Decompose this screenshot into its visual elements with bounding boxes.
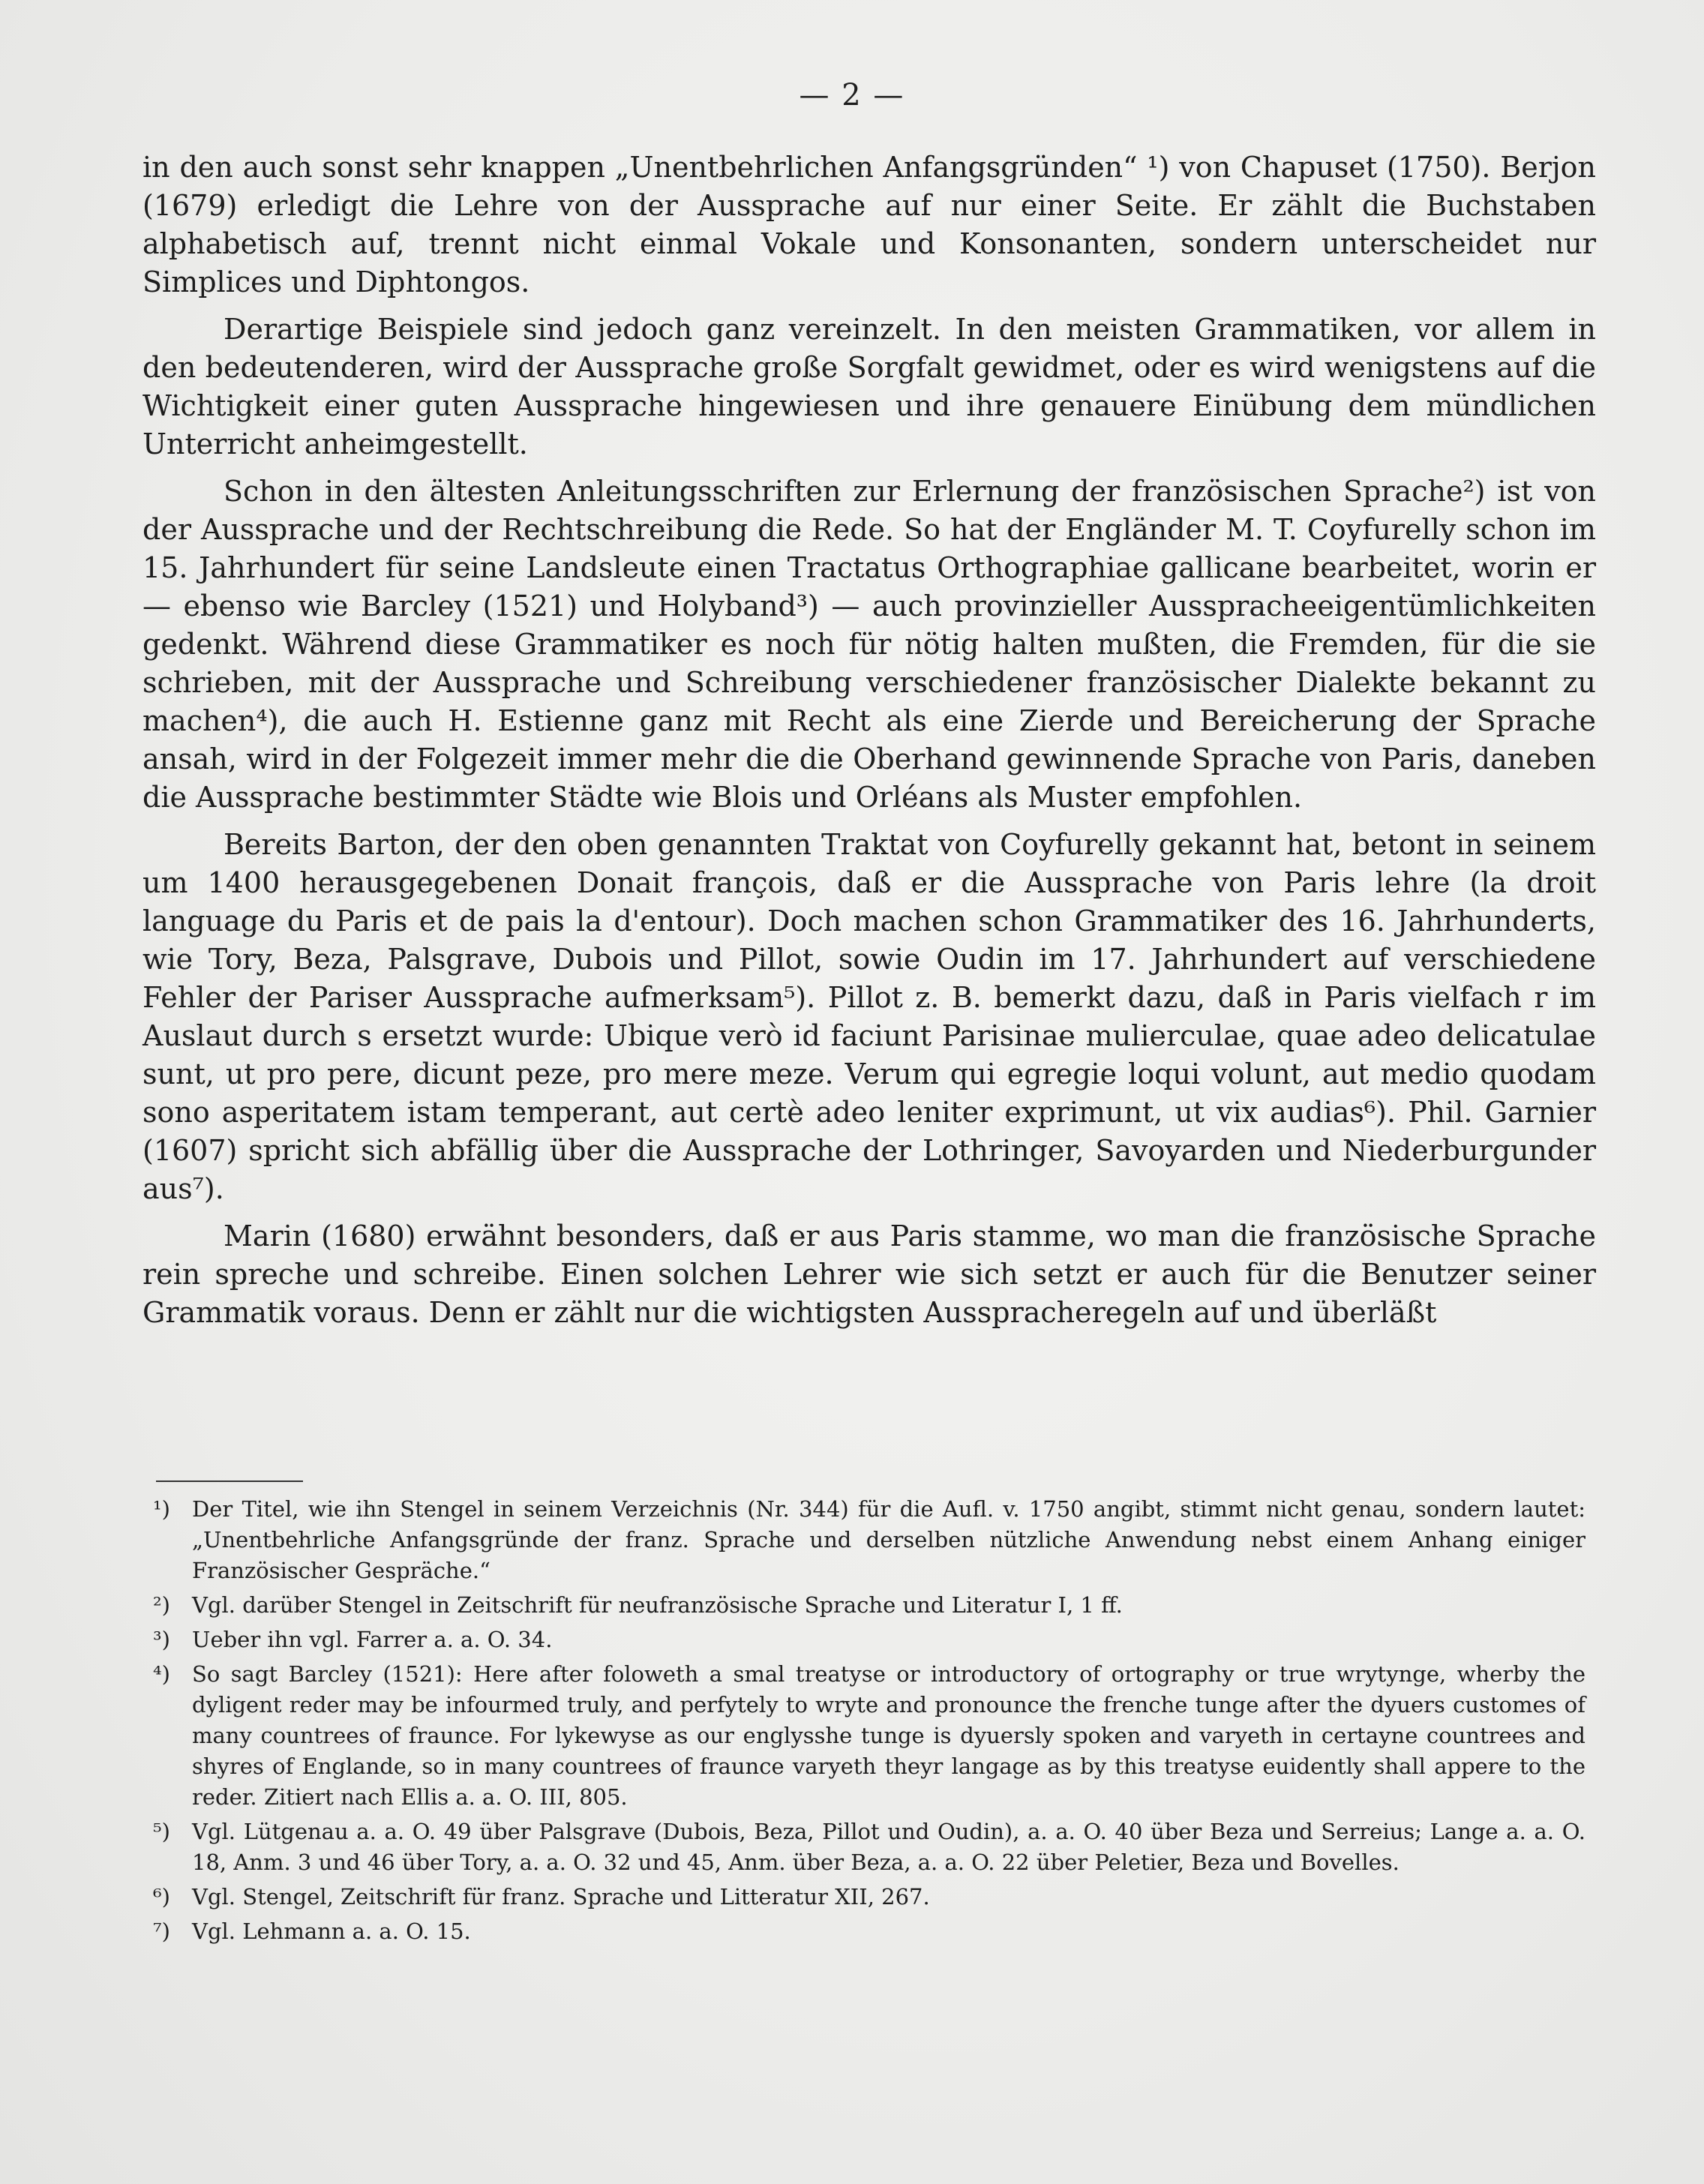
footnote-mark: ¹): [153, 1496, 170, 1522]
paragraph-5: Marin (1680) erwähnt besonders, daß er aus Paris stamme, wo man die französische Sprache rein spreche und schreibe. Einen solchen Lehrer wie sich setzt er auch für die Benutzer seiner Grammatik voraus. Denn er zählt nur die wichtigsten Ausspracheregeln auf und überläßt: [142, 1220, 1596, 1329]
footnote-text: Vgl. Lehmann a. a. O. 15.: [192, 1918, 471, 1944]
footnote-text: Vgl. Stengel, Zeitschrift für franz. Sprache und Litteratur XII, 267.: [192, 1884, 930, 1910]
footnote-4: [153, 1659, 1586, 1813]
footnote-text: Vgl. Lütgenau a. a. O. 49 über Palsgrave (Dubois, Beza, Pillot und Oudin), a. a. O. 40 über Beza und Serreius; Lange a. a. O. 18, Anm. 3 und 46 über Tory, a. a. O. 32 und 45, Anm. über Beza, a. a. O. 22 über Peletier, Beza und Bovelles.: [192, 1819, 1586, 1875]
footnote-text: Ueber ihn vgl. Farrer a. a. O. 34.: [192, 1627, 553, 1652]
footnote-mark: ⁶): [153, 1884, 170, 1910]
footnote-5: [153, 1816, 1586, 1878]
footnote-mark: ²): [153, 1592, 170, 1618]
footnote-mark: ³): [153, 1627, 170, 1652]
footnote-text: So sagt Barcley (1521): Here after foloweth a smal treatyse or introductory of ortography or true wrytynge, wherby the dyligent reder may be infourmed truly, and perfytely to wryte and pronounce the frenche tunge after the dyuers customes of many countrees of fraunce. For lykewyse as our englysshe tunge is dyuersly spoken and varyeth in certayne countrees and shyres of Englande, so in many countrees of fraunce varyeth theyr langage as by this treatyse euidently shall appere to the reder. Zitiert nach Ellis a. a. O. III, 805.: [192, 1661, 1586, 1810]
paragraph-4: Bereits Barton, der den oben genannten Traktat von Coyfurelly gekannt hat, betont in seinem um 1400 herausgegebenen Donait françois, daß er die Aussprache von Paris lehre (la droit language du Paris et de pais la d'entour). Doch machen schon Grammatiker des 16. Jahrhunderts, wie Tory, Beza, Palsgrave, Dubois und Pillot, sowie Oudin im 17. Jahrhundert auf verschiedene Fehler der Pariser Aussprache aufmerksam⁵). Pillot z. B. bemerkt dazu, daß in Paris vielfach r im Auslaut durch s ersetzt wurde: Ubique verò id faciunt Parisinae mulierculae, quae adeo delicatulae sunt, ut pro pere, dicunt peze, pro mere meze. Verum qui egregie loqui volunt, aut medio quodam sono asperitatem istam temperant, aut certè adeo leniter exprimunt, ut vix audias⁶). Phil. Garnier (1607) spricht sich abfällig über die Aussprache der Lothringer, Savoyarden und Niederburgunder aus⁷).: [142, 828, 1596, 1205]
footnote-mark: ⁴): [153, 1661, 170, 1687]
page-number: — 2 —: [799, 78, 905, 112]
footnote-mark: ⁵): [153, 1819, 170, 1844]
paragraph-3: Schon in den ältesten Anleitungsschriften zur Erlernung der französischen Sprache²) ist von der Aussprache und der Rechtschreibung die Rede. So hat der Engländer M. T. Coyfurelly schon im 15. Jahrhundert für seine Landsleute einen Tractatus Orthographiae gallicane bearbeitet, worin er — ebenso wie Barcley (1521) und Holyband³) — auch provinzieller Ausspracheeigentümlichkeiten gedenkt. Während diese Grammatiker es noch für nötig halten mußten, die Fremden, für die sie schrieben, mit der Aussprache und Schreibung verschiedener französischer Dialekte bekannt zu machen⁴), die auch H. Estienne ganz mit Recht als eine Zierde und Bereicherung der Sprache ansah, wird in der Folgezeit immer mehr die die Oberhand gewinnende Sprache von Paris, daneben die Aussprache bestimmter Städte wie Blois und Orléans als Muster empfohlen.: [142, 475, 1596, 814]
footnotes: [153, 1494, 1586, 1951]
footnote-divider: [156, 1480, 303, 1482]
footnote-text: Vgl. darüber Stengel in Zeitschrift für neufranzösische Sprache und Literatur I, 1 ff.: [192, 1592, 1123, 1618]
body-text: [142, 148, 1596, 1341]
footnote-2: [153, 1590, 1586, 1621]
paragraph-1: in den auch sonst sehr knappen „Unentbehrlichen Anfangsgründen“ ¹) von Chapuset (1750). Berjon (1679) erledigt die Lehre von der Aussprache auf nur einer Seite. Er zählt die Buchstaben alphabetisch auf, trennt nicht einmal Vokale und Konsonanten, sondern unterscheidet nur Simplices und Diphtongos.: [142, 151, 1596, 298]
footnote-mark: ⁷): [153, 1918, 170, 1944]
footnote-3: [153, 1624, 1586, 1655]
footnote-6: [153, 1882, 1586, 1912]
paragraph-2: Derartige Beispiele sind jedoch ganz vereinzelt. In den meisten Grammatiken, vor allem in den bedeutenderen, wird der Aussprache große Sorgfalt gewidmet, oder es wird wenigstens auf die Wichtigkeit einer guten Aussprache hingewiesen und ihre genauere Einübung dem mündlichen Unterricht anheimgestellt.: [142, 313, 1596, 460]
footnote-7: [153, 1916, 1586, 1947]
footnote-text: Der Titel, wie ihn Stengel in seinem Verzeichnis (Nr. 344) für die Aufl. v. 1750 angibt, stimmt nicht genau, sondern lautet: „Unentbehrliche Anfangsgründe der franz. Sprache und derselben nützliche Anwendung nebst einem Anhang einiger Französischer Gespräche.“: [192, 1496, 1586, 1583]
footnote-1: [153, 1494, 1586, 1586]
